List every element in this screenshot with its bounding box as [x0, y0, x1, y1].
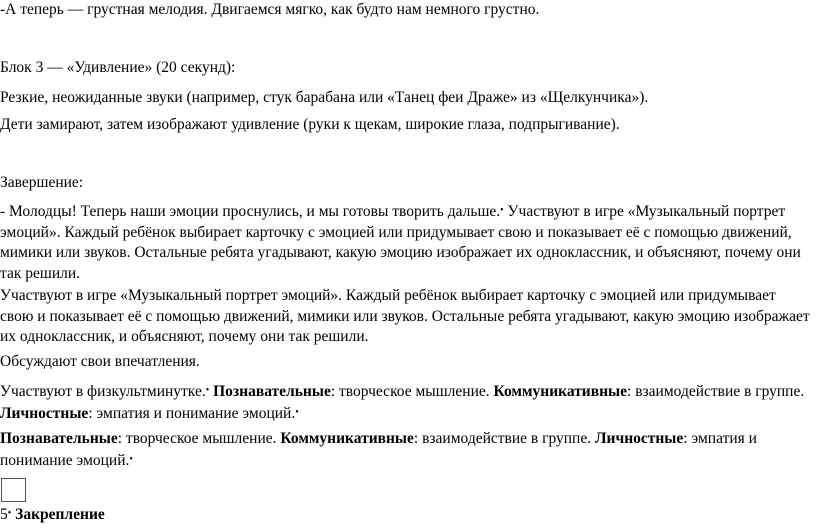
- conclusion-title: Завершение:: [0, 174, 84, 191]
- bullet-icon: •: [500, 205, 504, 216]
- section-title: Закрепление: [11, 506, 105, 523]
- block3-title: Блок 3 — «Удивление» (20 секунд):: [0, 59, 236, 76]
- communicative-label: Коммуникативные: [493, 383, 628, 400]
- conclusion-game-text: Участвуют в игре «Музыкальный портрет эмоций». Каждый ребёнок выбирает карточку с эмоцией или придумывает свою и показывает её с помощью движений, мимики или звуков. Остальные ребята угадывают, какую эмоцию изображает их одноклассник, и объясняют, почему они так решили.: [0, 203, 801, 282]
- empty-image-placeholder: [1, 478, 26, 502]
- personal-text: : эмпатия и понимание эмоций.: [88, 404, 296, 422]
- competencies-paragraph: [0, 429, 812, 471]
- bullet-icon: •: [129, 453, 133, 465]
- game-paragraph: Участвуют в игре «Музыкальный портрет эмоций». Каждый ребёнок выбирает карточку с эмоцией или придумывает свою и показывает её с помощью движений, мимики или звуков. Остальные ребята угадывают, какую эмоцию изображает их одноклассник, и объясняют, почему они так решили.: [0, 287, 810, 345]
- personal-label: Личностные: [0, 404, 89, 422]
- block3-sounds-line: Резкие, неожиданные звуки (например, стук барабана или «Танец феи Драже» из «Щелкунчика»).: [0, 89, 649, 106]
- cognitive-label: Познавательные: [209, 383, 331, 400]
- cognitive-text: : творческое мышление.: [117, 430, 281, 447]
- communicative-text: : взаимодействие в группе.: [413, 430, 595, 447]
- conclusion-paragraph: [0, 201, 812, 284]
- bullet-icon: •: [7, 508, 12, 519]
- communicative-label: Коммуникативные: [280, 430, 414, 447]
- discussion-line: Обсуждают свои впечатления.: [0, 353, 200, 370]
- conclusion-praise: - Молодцы! Теперь наши эмоции проснулись, и мы готовы творить дальше.: [0, 203, 501, 220]
- cognitive-label: Познавательные: [0, 430, 118, 447]
- communicative-text: : взаимодействие в группе.: [627, 383, 805, 400]
- sad-melody-line: -А теперь — грустная мелодия. Двигаемся мягко, как будто нам немного грустно.: [0, 1, 540, 18]
- section-heading: [0, 504, 105, 525]
- cognitive-text: : творческое мышление.: [330, 383, 494, 400]
- bullet-icon: •: [205, 385, 210, 396]
- physical-minute-lead: Участвуют в физкультминутке.: [0, 383, 206, 400]
- personal-label: Личностные: [594, 430, 684, 447]
- section-number: 5: [0, 506, 8, 523]
- physical-minute-paragraph: [0, 381, 812, 424]
- block3-kids-line: Дети замирают, затем изображают удивление (руки к щекам, широкие глаза, подпрыгивание).: [0, 116, 620, 133]
- bullet-icon: •: [295, 406, 299, 418]
- personal-text: : эмпатия и понимание эмоций.: [0, 430, 757, 469]
